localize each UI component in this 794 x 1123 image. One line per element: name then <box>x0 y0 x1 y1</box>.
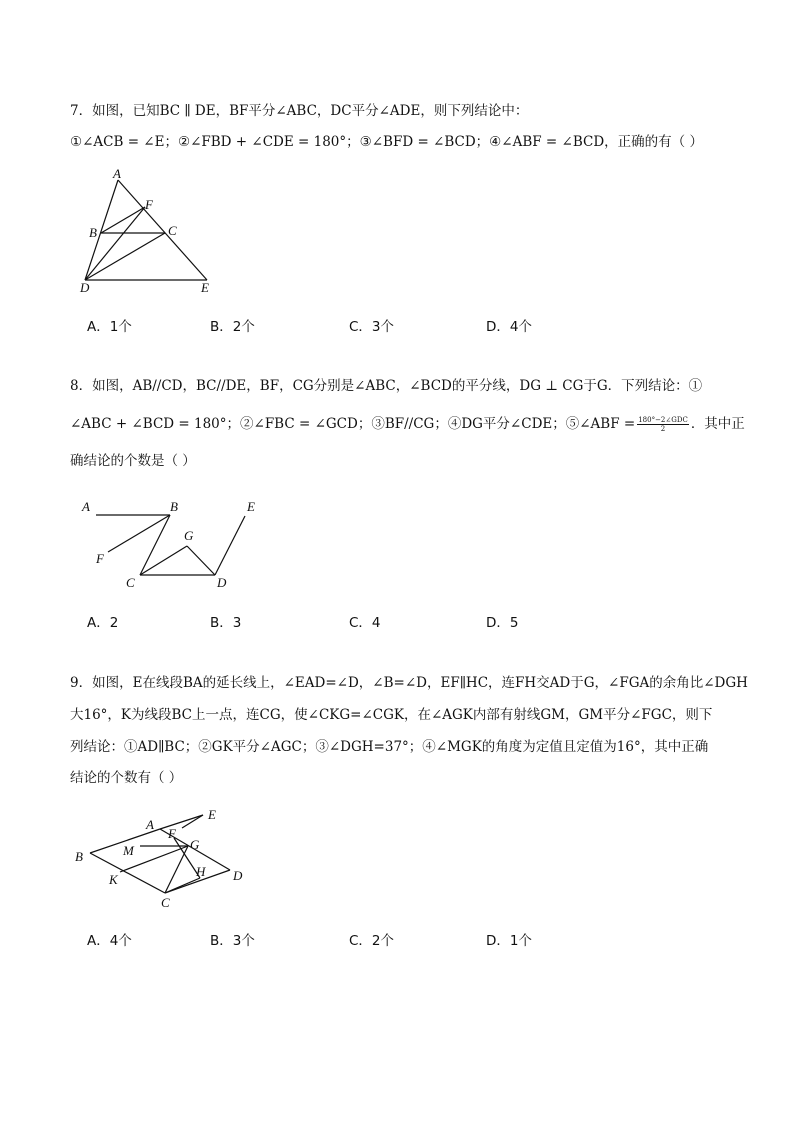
q8-option-c[interactable]: C．4 <box>349 615 381 631</box>
q8-stem-line2-b: ．其中正 <box>690 416 745 432</box>
q8-option-d[interactable]: D．5 <box>486 615 519 631</box>
q8-label-a: A <box>82 499 90 514</box>
q8-stem-line2-a: ∠ABC + ∠BCD = 180°；②∠FBC = ∠GCD；③BF//CG；④DG平分∠CDE；⑤∠ABF = <box>70 416 636 432</box>
q8-fraction-numerator: 180°−2∠GDC <box>638 416 688 424</box>
q9-option-a[interactable]: A．4个 <box>87 933 132 949</box>
q9-label-m: M <box>123 843 134 858</box>
q7-label-b: B <box>89 225 97 240</box>
q9-label-f: F <box>168 826 176 841</box>
q9-label-c: C <box>161 895 170 910</box>
q8-stem-line1: 8．如图，AB//CD，BC//DE，BF，CG分别是∠ABC，∠BCD的平分线，DG ⊥ CG于G．下列结论：① <box>70 378 703 394</box>
q7-label-c: C <box>168 223 177 238</box>
q7-label-a: A <box>113 166 121 181</box>
q9-option-d[interactable]: D．1个 <box>486 933 532 949</box>
q7-stem-line2: ①∠ACB = ∠E；②∠FBD + ∠CDE = 180°；③∠BFD = ∠BCD；④∠ABF = ∠BCD，正确的有（ ） <box>70 134 703 150</box>
q9-label-a: A <box>146 817 154 832</box>
q7-option-d[interactable]: D．4个 <box>486 319 532 335</box>
q7-label-f: F <box>145 197 153 212</box>
q9-stem-line3: 列结论：①AD∥BC；②GK平分∠AGC；③∠DGH=37°；④∠MGK的角度为定值且定值为16°，其中正确 <box>70 739 709 755</box>
q8-label-c: C <box>126 575 135 590</box>
q7-option-b[interactable]: B．2个 <box>210 319 255 335</box>
q8-label-f: F <box>96 551 104 566</box>
q9-stem-line4: 结论的个数有（ ） <box>70 770 183 786</box>
q9-label-k: K <box>109 872 118 887</box>
q7-label-d: D <box>80 280 90 295</box>
q9-label-g: G <box>190 837 200 852</box>
q7-label-e: E <box>201 280 209 295</box>
q9-option-b[interactable]: B．3个 <box>210 933 255 949</box>
q9-label-d: D <box>233 868 243 883</box>
q7-option-a[interactable]: A．1个 <box>87 319 132 335</box>
q8-stem-line3: 确结论的个数是（ ） <box>70 453 196 469</box>
q8-label-b: B <box>170 499 178 514</box>
q8-option-a[interactable]: A．2 <box>87 615 119 631</box>
q9-stem-line1: 9．如图，E在线段BA的延长线上，∠EAD=∠D，∠B=∠D，EF∥HC，连FH交AD于G，∠FGA的余角比∠DGH <box>70 675 748 691</box>
q9-label-h: H <box>196 864 206 879</box>
q8-fraction-denominator: 2 <box>660 425 666 433</box>
q9-label-e: E <box>208 807 216 822</box>
q8-label-e: E <box>247 499 255 514</box>
q7-stem-line1: 7．如图，已知BC ∥ DE，BF平分∠ABC，DC平分∠ADE，则下列结论中： <box>70 103 529 119</box>
q8-label-d: D <box>217 575 227 590</box>
q8-option-b[interactable]: B．3 <box>210 615 242 631</box>
q9-option-c[interactable]: C．2个 <box>349 933 395 949</box>
q9-stem-line2: 大16°，K为线段BC上一点，连CG，使∠CKG=∠CGK，在∠AGK内部有射线GM，GM平分∠FGC，则下 <box>70 707 713 723</box>
q8-label-g: G <box>184 528 194 543</box>
q7-option-c[interactable]: C．3个 <box>349 319 395 335</box>
q9-label-b: B <box>75 849 83 864</box>
